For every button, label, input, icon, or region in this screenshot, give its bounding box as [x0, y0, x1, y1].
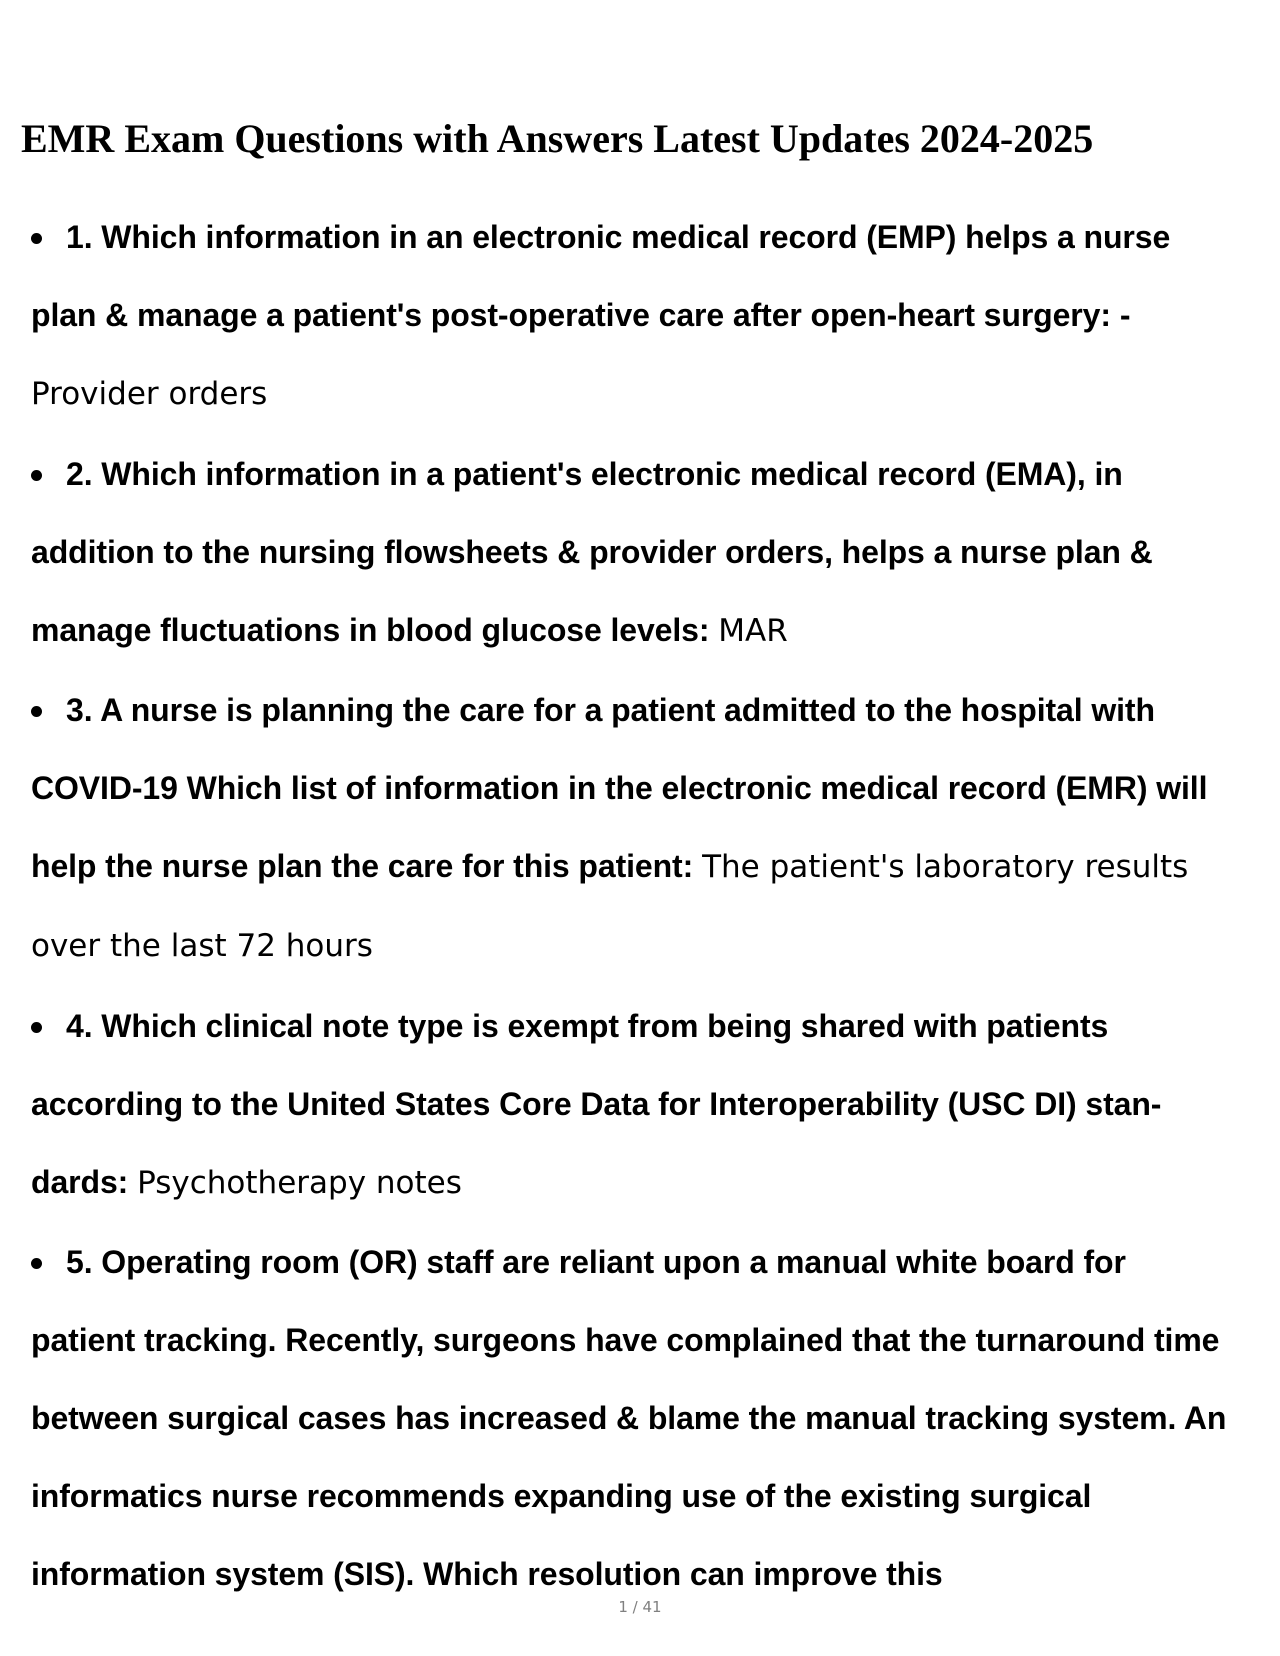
question-text: 2. Which information in a patient's electronic medical record (EMA), in addition to the nursing flowsheets & provider orders, helps a nurse plan & manage fluctuations in blood glucose levels: — [31, 455, 1153, 648]
question-text: 1. Which information in an electronic medical record (EMP) helps a nurse plan & manage a patient's post-operative care after open-heart surgery: — [31, 219, 1171, 333]
bullet-icon — [31, 706, 42, 717]
question-list — [31, 198, 1231, 1616]
question-item-4 — [31, 987, 1231, 1222]
question-item-2 — [31, 435, 1231, 670]
answer-text: Provider orders — [31, 376, 268, 412]
answer-separator — [693, 848, 702, 884]
bullet-icon — [31, 1258, 42, 1269]
question-text: 5. Operating room (OR) staff are reliant upon a manual white board for patient tracking. Recently, surgeons have complained that the turnaround time between surgical cases has increased & blame the manual tracking system. An informatics nurse recommends expanding use of the existing surgical information system (SIS). Which resolution can improve this — [31, 1244, 1227, 1592]
question-item-5 — [31, 1223, 1231, 1614]
answer-text: MAR — [718, 612, 788, 649]
page-number: 1 / 41 — [618, 1598, 662, 1616]
answer-separator — [128, 1164, 137, 1200]
question-text: 3. A nurse is planning the care for a patient admitted to the hospital with COVID-19 Which list of information in the electronic medical record (EMR) will help the nurse plan the care for this patient: — [31, 692, 1208, 884]
answer-text: The patient's laboratory results over the last 72 hours — [31, 849, 1189, 964]
answer-separator: - — [1110, 297, 1131, 333]
question-item-1 — [31, 198, 1231, 433]
document-title: EMR Exam Questions with Answers Latest Updates 2024-2025 — [21, 116, 1094, 161]
question-text: 4. Which clinical note type is exempt from being shared with patients according to the United States Core Data for Interoperability (USC DI) stan- dards: — [31, 1007, 1162, 1200]
bullet-icon — [31, 1022, 42, 1033]
question-item-3 — [31, 671, 1231, 985]
answer-separator — [709, 612, 718, 648]
bullet-icon — [31, 470, 42, 481]
answer-text: Psychotherapy notes — [137, 1164, 462, 1201]
bullet-icon — [31, 233, 42, 244]
